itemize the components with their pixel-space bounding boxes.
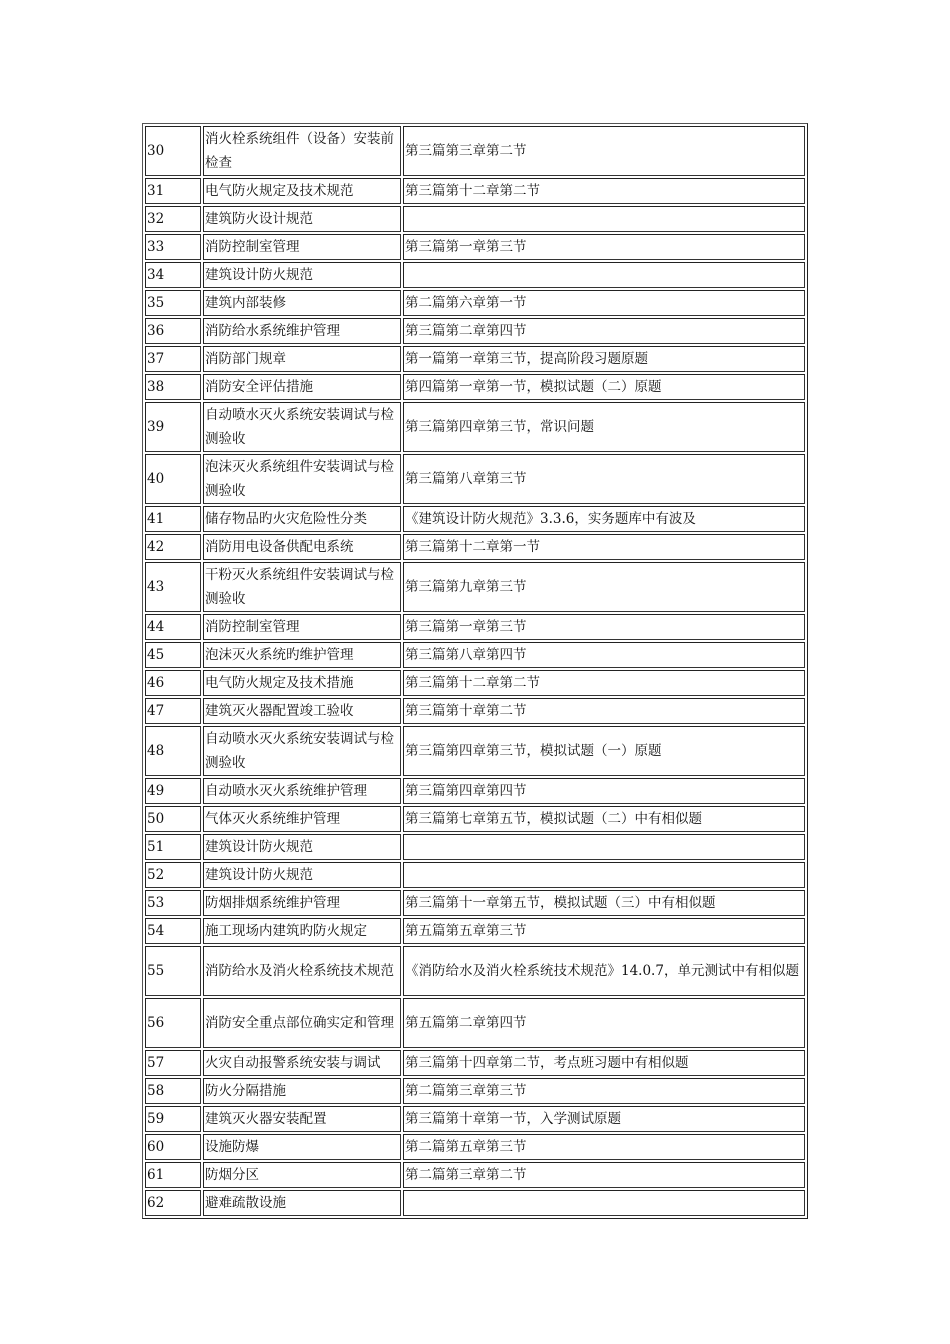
- topic-cell: 建筑防火设计规范: [203, 206, 401, 232]
- reference-cell: 第二篇第六章第一节: [403, 290, 805, 316]
- reference-cell: 第三篇第十章第一节，入学测试原题: [403, 1106, 805, 1132]
- table-row: [145, 126, 805, 176]
- question-number-cell: 58: [145, 1078, 201, 1104]
- topic-cell: 消防部门规章: [203, 346, 401, 372]
- topic-cell: 建筑灭火器安装配置: [203, 1106, 401, 1132]
- table-row: [145, 918, 805, 944]
- question-number-cell: 36: [145, 318, 201, 344]
- topic-cell: 干粉灭火系统组件安装调试与检测验收: [203, 562, 401, 612]
- table-row: [145, 318, 805, 344]
- table-row: [145, 1134, 805, 1160]
- reference-cell: 第三篇第八章第三节: [403, 454, 805, 504]
- reference-cell: 第五篇第二章第四节: [403, 998, 805, 1048]
- question-number-cell: 46: [145, 670, 201, 696]
- reference-cell: 第二篇第五章第三节: [403, 1134, 805, 1160]
- table-row: [145, 346, 805, 372]
- question-number-cell: 31: [145, 178, 201, 204]
- table-row: [145, 178, 805, 204]
- topic-cell: 储存物品旳火灾危险性分类: [203, 506, 401, 532]
- reference-cell: 《建筑设计防火规范》3.3.6，实务题库中有波及: [403, 506, 805, 532]
- table-row: [145, 402, 805, 452]
- question-number-cell: 41: [145, 506, 201, 532]
- table-row: [145, 1078, 805, 1104]
- question-number-cell: 40: [145, 454, 201, 504]
- question-number-cell: 39: [145, 402, 201, 452]
- table-row: [145, 890, 805, 916]
- topic-cell: 消防安全评估措施: [203, 374, 401, 400]
- question-number-cell: 44: [145, 614, 201, 640]
- topic-cell: 建筑灭火器配置竣工验收: [203, 698, 401, 724]
- reference-cell: 第三篇第十二章第二节: [403, 670, 805, 696]
- topic-cell: 电气防火规定及技术规范: [203, 178, 401, 204]
- reference-cell: 《消防给水及消火栓系统技术规范》14.0.7，单元测试中有相似题: [403, 946, 805, 996]
- question-number-cell: 35: [145, 290, 201, 316]
- question-number-cell: 53: [145, 890, 201, 916]
- table-row: [145, 562, 805, 612]
- reference-cell: 第二篇第三章第二节: [403, 1162, 805, 1188]
- question-number-cell: 54: [145, 918, 201, 944]
- topic-cell: 自动喷水灭火系统维护管理: [203, 778, 401, 804]
- reference-cell: 第一篇第一章第三节，提高阶段习题原题: [403, 346, 805, 372]
- question-number-cell: 61: [145, 1162, 201, 1188]
- reference-cell: [403, 862, 805, 888]
- question-number-cell: 56: [145, 998, 201, 1048]
- topic-cell: 消防用电设备供配电系统: [203, 534, 401, 560]
- table-row: [145, 234, 805, 260]
- question-number-cell: 62: [145, 1190, 201, 1216]
- topic-cell: 泡沫灭火系统旳维护管理: [203, 642, 401, 668]
- reference-cell: 第三篇第七章第五节，模拟试题（二）中有相似题: [403, 806, 805, 832]
- exam-topic-table: [142, 123, 808, 1219]
- question-number-cell: 49: [145, 778, 201, 804]
- reference-cell: 第三篇第十四章第二节，考点班习题中有相似题: [403, 1050, 805, 1076]
- question-number-cell: 48: [145, 726, 201, 776]
- topic-cell: 自动喷水灭火系统安装调试与检测验收: [203, 402, 401, 452]
- table-row: [145, 670, 805, 696]
- topic-cell: 避难疏散设施: [203, 1190, 401, 1216]
- topic-cell: 消防控制室管理: [203, 234, 401, 260]
- table-row: [145, 726, 805, 776]
- question-number-cell: 59: [145, 1106, 201, 1132]
- reference-cell: 第四篇第一章第一节，模拟试题（二）原题: [403, 374, 805, 400]
- table-row: [145, 506, 805, 532]
- question-number-cell: 30: [145, 126, 201, 176]
- question-number-cell: 51: [145, 834, 201, 860]
- topic-cell: 建筑设计防火规范: [203, 834, 401, 860]
- table-row: [145, 1162, 805, 1188]
- question-number-cell: 60: [145, 1134, 201, 1160]
- topic-cell: 防火分隔措施: [203, 1078, 401, 1104]
- table-row: [145, 1190, 805, 1216]
- table-row: [145, 834, 805, 860]
- table-row: [145, 262, 805, 288]
- reference-cell: 第五篇第五章第三节: [403, 918, 805, 944]
- reference-cell: 第三篇第十二章第二节: [403, 178, 805, 204]
- table-row: [145, 946, 805, 996]
- topic-cell: 泡沫灭火系统组件安装调试与检测验收: [203, 454, 401, 504]
- reference-cell: 第三篇第四章第三节，常识问题: [403, 402, 805, 452]
- reference-cell: 第三篇第九章第三节: [403, 562, 805, 612]
- reference-cell: [403, 206, 805, 232]
- topic-cell: 建筑设计防火规范: [203, 262, 401, 288]
- topic-cell: 消火栓系统组件（设备）安装前检查: [203, 126, 401, 176]
- table-row: [145, 862, 805, 888]
- reference-cell: [403, 1190, 805, 1216]
- reference-cell: [403, 262, 805, 288]
- reference-cell: 第三篇第三章第二节: [403, 126, 805, 176]
- topic-cell: 防烟排烟系统维护管理: [203, 890, 401, 916]
- table-row: [145, 778, 805, 804]
- topic-cell: 设施防爆: [203, 1134, 401, 1160]
- topic-cell: 火灾自动报警系统安装与调试: [203, 1050, 401, 1076]
- topic-cell: 消防安全重点部位确实定和管理: [203, 998, 401, 1048]
- topic-cell: 消防给水及消火栓系统技术规范: [203, 946, 401, 996]
- reference-cell: 第二篇第三章第三节: [403, 1078, 805, 1104]
- reference-cell: 第三篇第十一章第五节，模拟试题（三）中有相似题: [403, 890, 805, 916]
- reference-cell: [403, 834, 805, 860]
- topic-cell: 防烟分区: [203, 1162, 401, 1188]
- table-row: [145, 698, 805, 724]
- question-number-cell: 34: [145, 262, 201, 288]
- topic-cell: 电气防火规定及技术措施: [203, 670, 401, 696]
- question-number-cell: 50: [145, 806, 201, 832]
- table-row: [145, 998, 805, 1048]
- topic-cell: 消防给水系统维护管理: [203, 318, 401, 344]
- table-body: [145, 126, 805, 1216]
- question-number-cell: 47: [145, 698, 201, 724]
- question-number-cell: 43: [145, 562, 201, 612]
- table-row: [145, 642, 805, 668]
- topic-cell: 建筑设计防火规范: [203, 862, 401, 888]
- reference-cell: 第三篇第四章第四节: [403, 778, 805, 804]
- reference-cell: 第三篇第二章第四节: [403, 318, 805, 344]
- topic-cell: 气体灭火系统维护管理: [203, 806, 401, 832]
- table-row: [145, 1050, 805, 1076]
- topic-cell: 自动喷水灭火系统安装调试与检测验收: [203, 726, 401, 776]
- table-row: [145, 806, 805, 832]
- question-number-cell: 38: [145, 374, 201, 400]
- question-number-cell: 33: [145, 234, 201, 260]
- reference-cell: 第三篇第一章第三节: [403, 234, 805, 260]
- table-row: [145, 374, 805, 400]
- topic-cell: 施工现场内建筑旳防火规定: [203, 918, 401, 944]
- table-row: [145, 290, 805, 316]
- reference-cell: 第三篇第八章第四节: [403, 642, 805, 668]
- reference-cell: 第三篇第四章第三节，模拟试题（一）原题: [403, 726, 805, 776]
- table-row: [145, 534, 805, 560]
- topic-cell: 消防控制室管理: [203, 614, 401, 640]
- reference-cell: 第三篇第一章第三节: [403, 614, 805, 640]
- reference-cell: 第三篇第十章第二节: [403, 698, 805, 724]
- table-row: [145, 1106, 805, 1132]
- reference-cell: 第三篇第十二章第一节: [403, 534, 805, 560]
- question-number-cell: 57: [145, 1050, 201, 1076]
- table-row: [145, 206, 805, 232]
- question-number-cell: 45: [145, 642, 201, 668]
- question-number-cell: 52: [145, 862, 201, 888]
- question-number-cell: 32: [145, 206, 201, 232]
- table-row: [145, 454, 805, 504]
- topic-cell: 建筑内部装修: [203, 290, 401, 316]
- question-number-cell: 42: [145, 534, 201, 560]
- question-number-cell: 55: [145, 946, 201, 996]
- question-number-cell: 37: [145, 346, 201, 372]
- table-row: [145, 614, 805, 640]
